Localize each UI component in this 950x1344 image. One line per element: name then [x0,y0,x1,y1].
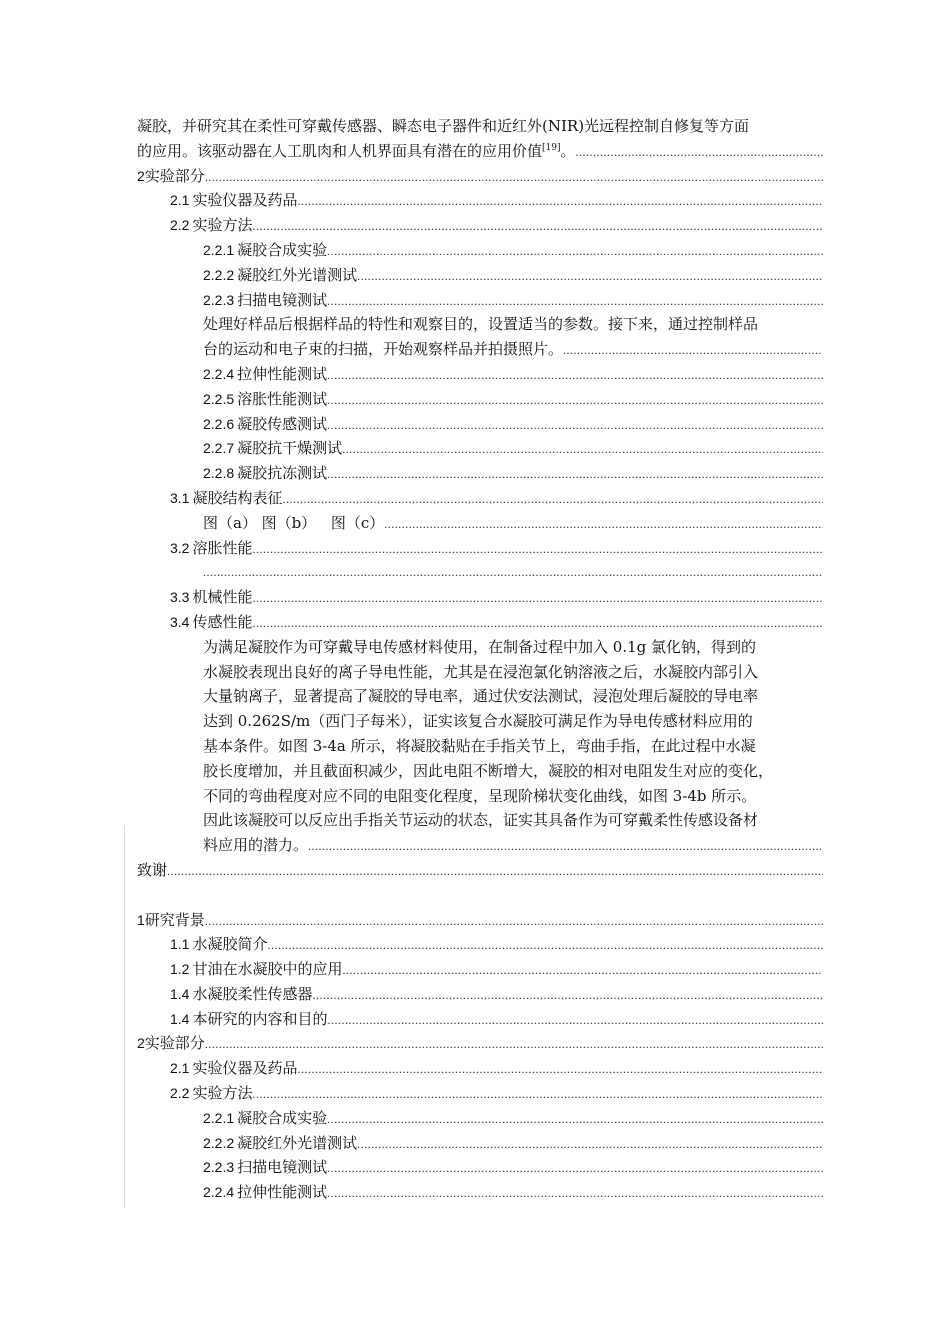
figure-c-label: 图（c） [330,513,385,532]
sensing-paragraph-line-2: 水凝胶表现出良好的离子导电性能，尤其是在浸泡氯化钠溶液之后，水凝胶内部引入 [203,662,759,681]
figure-b-label: 图（b） [261,513,317,532]
toc2-entry-2-2-2[interactable]: 2.2.2 凝胶红外光谱测试 ..... [137,1131,823,1156]
toc-entry-acknowledgements[interactable]: 致谢 ..... [137,858,823,883]
sensing-paragraph-line-7: 不同的弯曲程度对应不同的电阻变化程度，呈现阶梯状变化曲线，如图 3-4b 所示。 [203,786,757,805]
toc-entry-2-2-6[interactable]: 2.2.6 凝胶传感测试 ..... [137,412,823,437]
sensing-paragraph-line-6: 胶长度增加，并且截面积减少，因此电阻不断增大，凝胶的相对电阻发生对应的变化， [203,761,774,780]
sem-paragraph-line-1: 处理好样品后根据样品的特性和观察目的，设置适当的参数。接下来，通过控制样品 [203,315,759,334]
margin-rule [124,826,125,1208]
dot-leader [576,140,823,164]
sensing-paragraph-line-3: 大量钠离子，显著提高了凝胶的导电率，通过伏安法测试，浸泡处理后凝胶的导电率 [203,687,759,706]
toc-entry-2-2-2[interactable]: 2.2.2 凝胶红外光谱测试 ..... [137,263,823,288]
sensing-paragraph-line-5: 基本条件。如图 3-4a 所示，将凝胶黏贴在手指关节上，弯曲手指，在此过程中水凝 [203,736,756,755]
figure-a-label: 图（a） [203,513,257,532]
toc2-entry-2-2-3[interactable]: 2.2.3 扫描电镜测试 ..... [137,1155,823,1180]
sensing-paragraph-line-8: 因此该凝胶可以反应出手指关节运动的状态，证实其具备作为可穿戴柔性传感设备材 [203,811,759,830]
blank-line [137,883,823,908]
toc-entry-2[interactable]: 2 实验部分 ..... [137,164,823,189]
sensing-paragraph-line-4: 达到 0.262S/m（西门子每米），证实该复合水凝胶可满足作为导电传感材料应用的 [203,712,753,731]
intro-line-2: 的应用。该驱动器在人工肌肉和人机界面具有潜在的应用价值[19]。 ..... [137,139,823,164]
toc-entry-2-2-3[interactable]: 2.2.3 扫描电镜测试 ..... [137,288,823,313]
sensing-paragraph-line-9: 料应用的潜力。 ..... [137,833,823,858]
toc2-entry-2-2-1[interactable]: 2.2.1 凝胶合成实验 ..... [137,1106,823,1131]
table-of-contents [137,114,823,1205]
toc-entry-2-2-1[interactable]: 2.2.1 凝胶合成实验 ..... [137,238,823,263]
toc2-entry-1-2[interactable]: 1.2 甘油在水凝胶中的应用 ..... [137,957,823,982]
toc2-entry-2-2-4[interactable]: 2.2.4 拉伸性能测试 ..... [137,1180,823,1205]
toc-entry-3-3[interactable]: 3.3 机械性能 ..... [137,585,823,610]
toc-entry-2-1[interactable]: 2.1 实验仪器及药品 ..... [137,188,823,213]
toc2-entry-1-1[interactable]: 1.1 水凝胶简介 ..... [137,932,823,957]
citation-ref: [19] [542,142,561,153]
intro-text: 的应用。该驱动器在人工肌肉和人机界面具有潜在的应用价值 [137,141,543,160]
toc-entry-3-2[interactable]: 3.2 溶胀性能 ..... [137,536,823,561]
sem-paragraph-line-2: 台的运动和电子束的扫描，开始观察样品并拍摄照片。 ..... [137,337,823,362]
toc2-entry-2-2[interactable]: 2.2 实验方法 ..... [137,1081,823,1106]
toc2-entry-1-4a[interactable]: 1.4 水凝胶柔性传感器 ..... [137,982,823,1007]
toc2-entry-2[interactable]: 2 实验部分 ..... [137,1031,823,1056]
dot-leader-line [137,560,823,585]
toc-entry-3-1[interactable]: 3.1 凝胶结构表征 ..... [137,486,823,511]
toc-entry-2-2-5[interactable]: 2.2.5 溶胀性能测试 ..... [137,387,823,412]
toc-entry-2-2-8[interactable]: 2.2.8 凝胶抗冻测试 ..... [137,461,823,486]
toc2-entry-2-1[interactable]: 2.1 实验仪器及药品 ..... [137,1056,823,1081]
toc-entry-2-2[interactable]: 2.2 实验方法 ..... [137,213,823,238]
figure-labels [137,511,823,536]
intro-line-1: 凝胶，并研究其在柔性可穿戴传感器、瞬态电子器件和近红外(NIR)光远程控制自修复等方面 [137,117,750,135]
toc-entry-2-2-7[interactable]: 2.2.7 凝胶抗干燥测试 ..... [137,436,823,461]
toc-entry-3-4[interactable]: 3.4 传感性能 ..... [137,610,823,635]
toc-entry-2-2-4[interactable]: 2.2.4 拉伸性能测试 ..... [137,362,823,387]
toc2-entry-1[interactable]: 1 研究背景 ..... [137,908,823,933]
toc2-entry-1-4b[interactable]: 1.4 本研究的内容和目的 ..... [137,1007,823,1032]
sensing-paragraph-line-1: 为满足凝胶作为可穿戴导电传感材料使用，在制备过程中加入 0.1g 氯化钠，得到的 [203,637,756,656]
